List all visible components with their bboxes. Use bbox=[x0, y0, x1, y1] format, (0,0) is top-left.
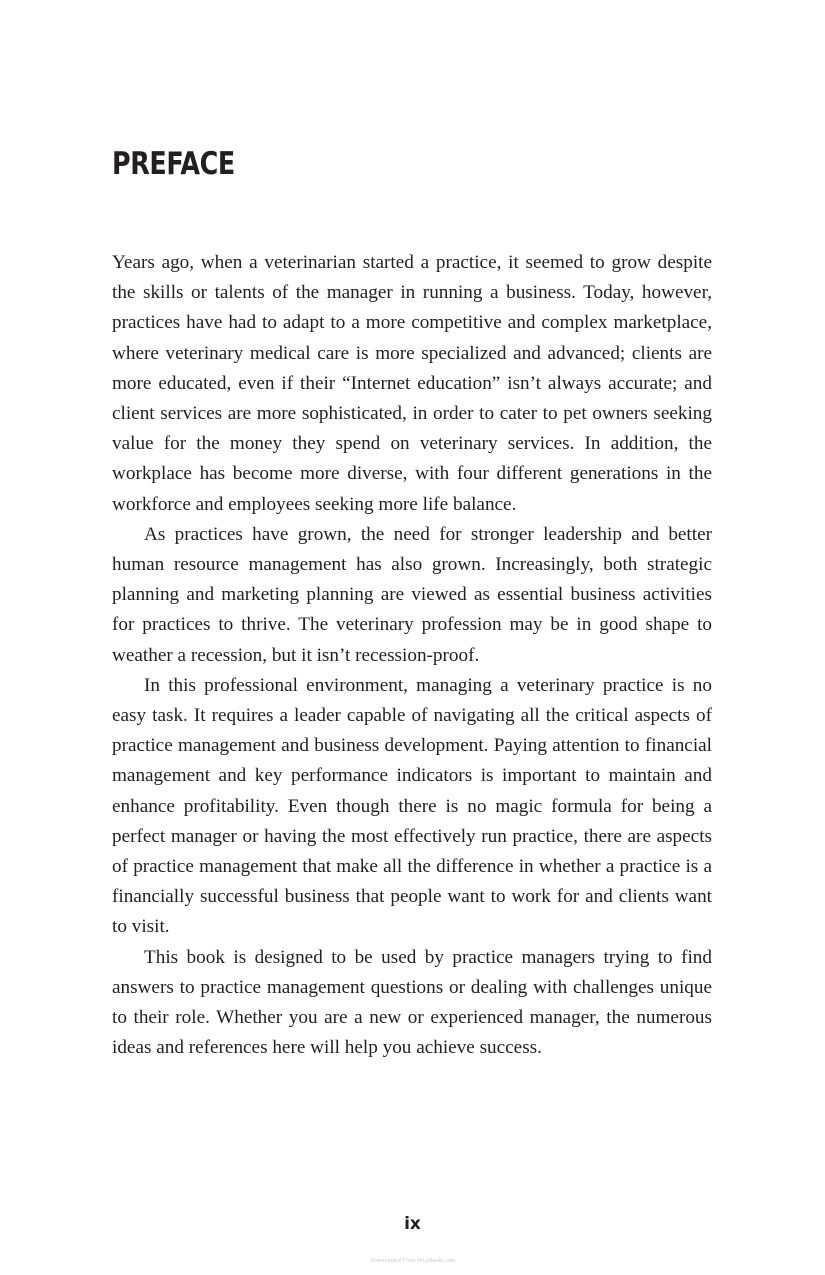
preface-body bbox=[112, 248, 712, 1063]
paragraph-4: This book is designed to be used by practice managers trying to find answers to practice management questions or dealing with challenges unique to their role. Whether you are a new or experienced manager, the numerous ideas and references here will help you achieve success. bbox=[112, 946, 712, 1059]
paragraph-3: In this professional environment, managing a veterinary practice is no easy task. It requires a leader capable of navigating all the critical aspects of practice management and business development. Paying attention to financial management and key performance indicators is important to maintain and enhance profitability. Even though there is no magic formula for being a perfect manager or having the most effectively run practice, there are aspects of practice management that make all the difference in whether a practice is a financially successful business that people want to work for and clients want to visit. bbox=[112, 674, 712, 938]
paragraph-2: As practices have grown, the need for stronger leadership and better human resource management has also grown. Increasingly, both strategic planning and marketing planning are viewed as essential business activities for practices to thrive. The veterinary profession may be in good shape to weather a recession, but it isn’t recession-proof. bbox=[112, 523, 712, 666]
paragraph-1: Years ago, when a veterinarian started a practice, it seemed to grow despite the skills or talents of the manager in running a business. Today, however, practices have had to adapt to a more competitive and complex marketplace, where veterinary medical care is more specialized and advanced; clients are more educated, even if their “Internet education” isn’t always accurate; and client services are more sophisticated, in order to cater to pet owners seeking value for the money they spend on veterinary services. In addition, the workplace has become more diverse, with four different generations in the workforce and employees seeking more life balance. bbox=[112, 252, 712, 515]
download-watermark: Downloaded From Vet-eBooks.com bbox=[370, 1258, 455, 1264]
chapter-heading: PREFACE bbox=[112, 146, 235, 182]
page-number: ix bbox=[404, 1214, 421, 1234]
